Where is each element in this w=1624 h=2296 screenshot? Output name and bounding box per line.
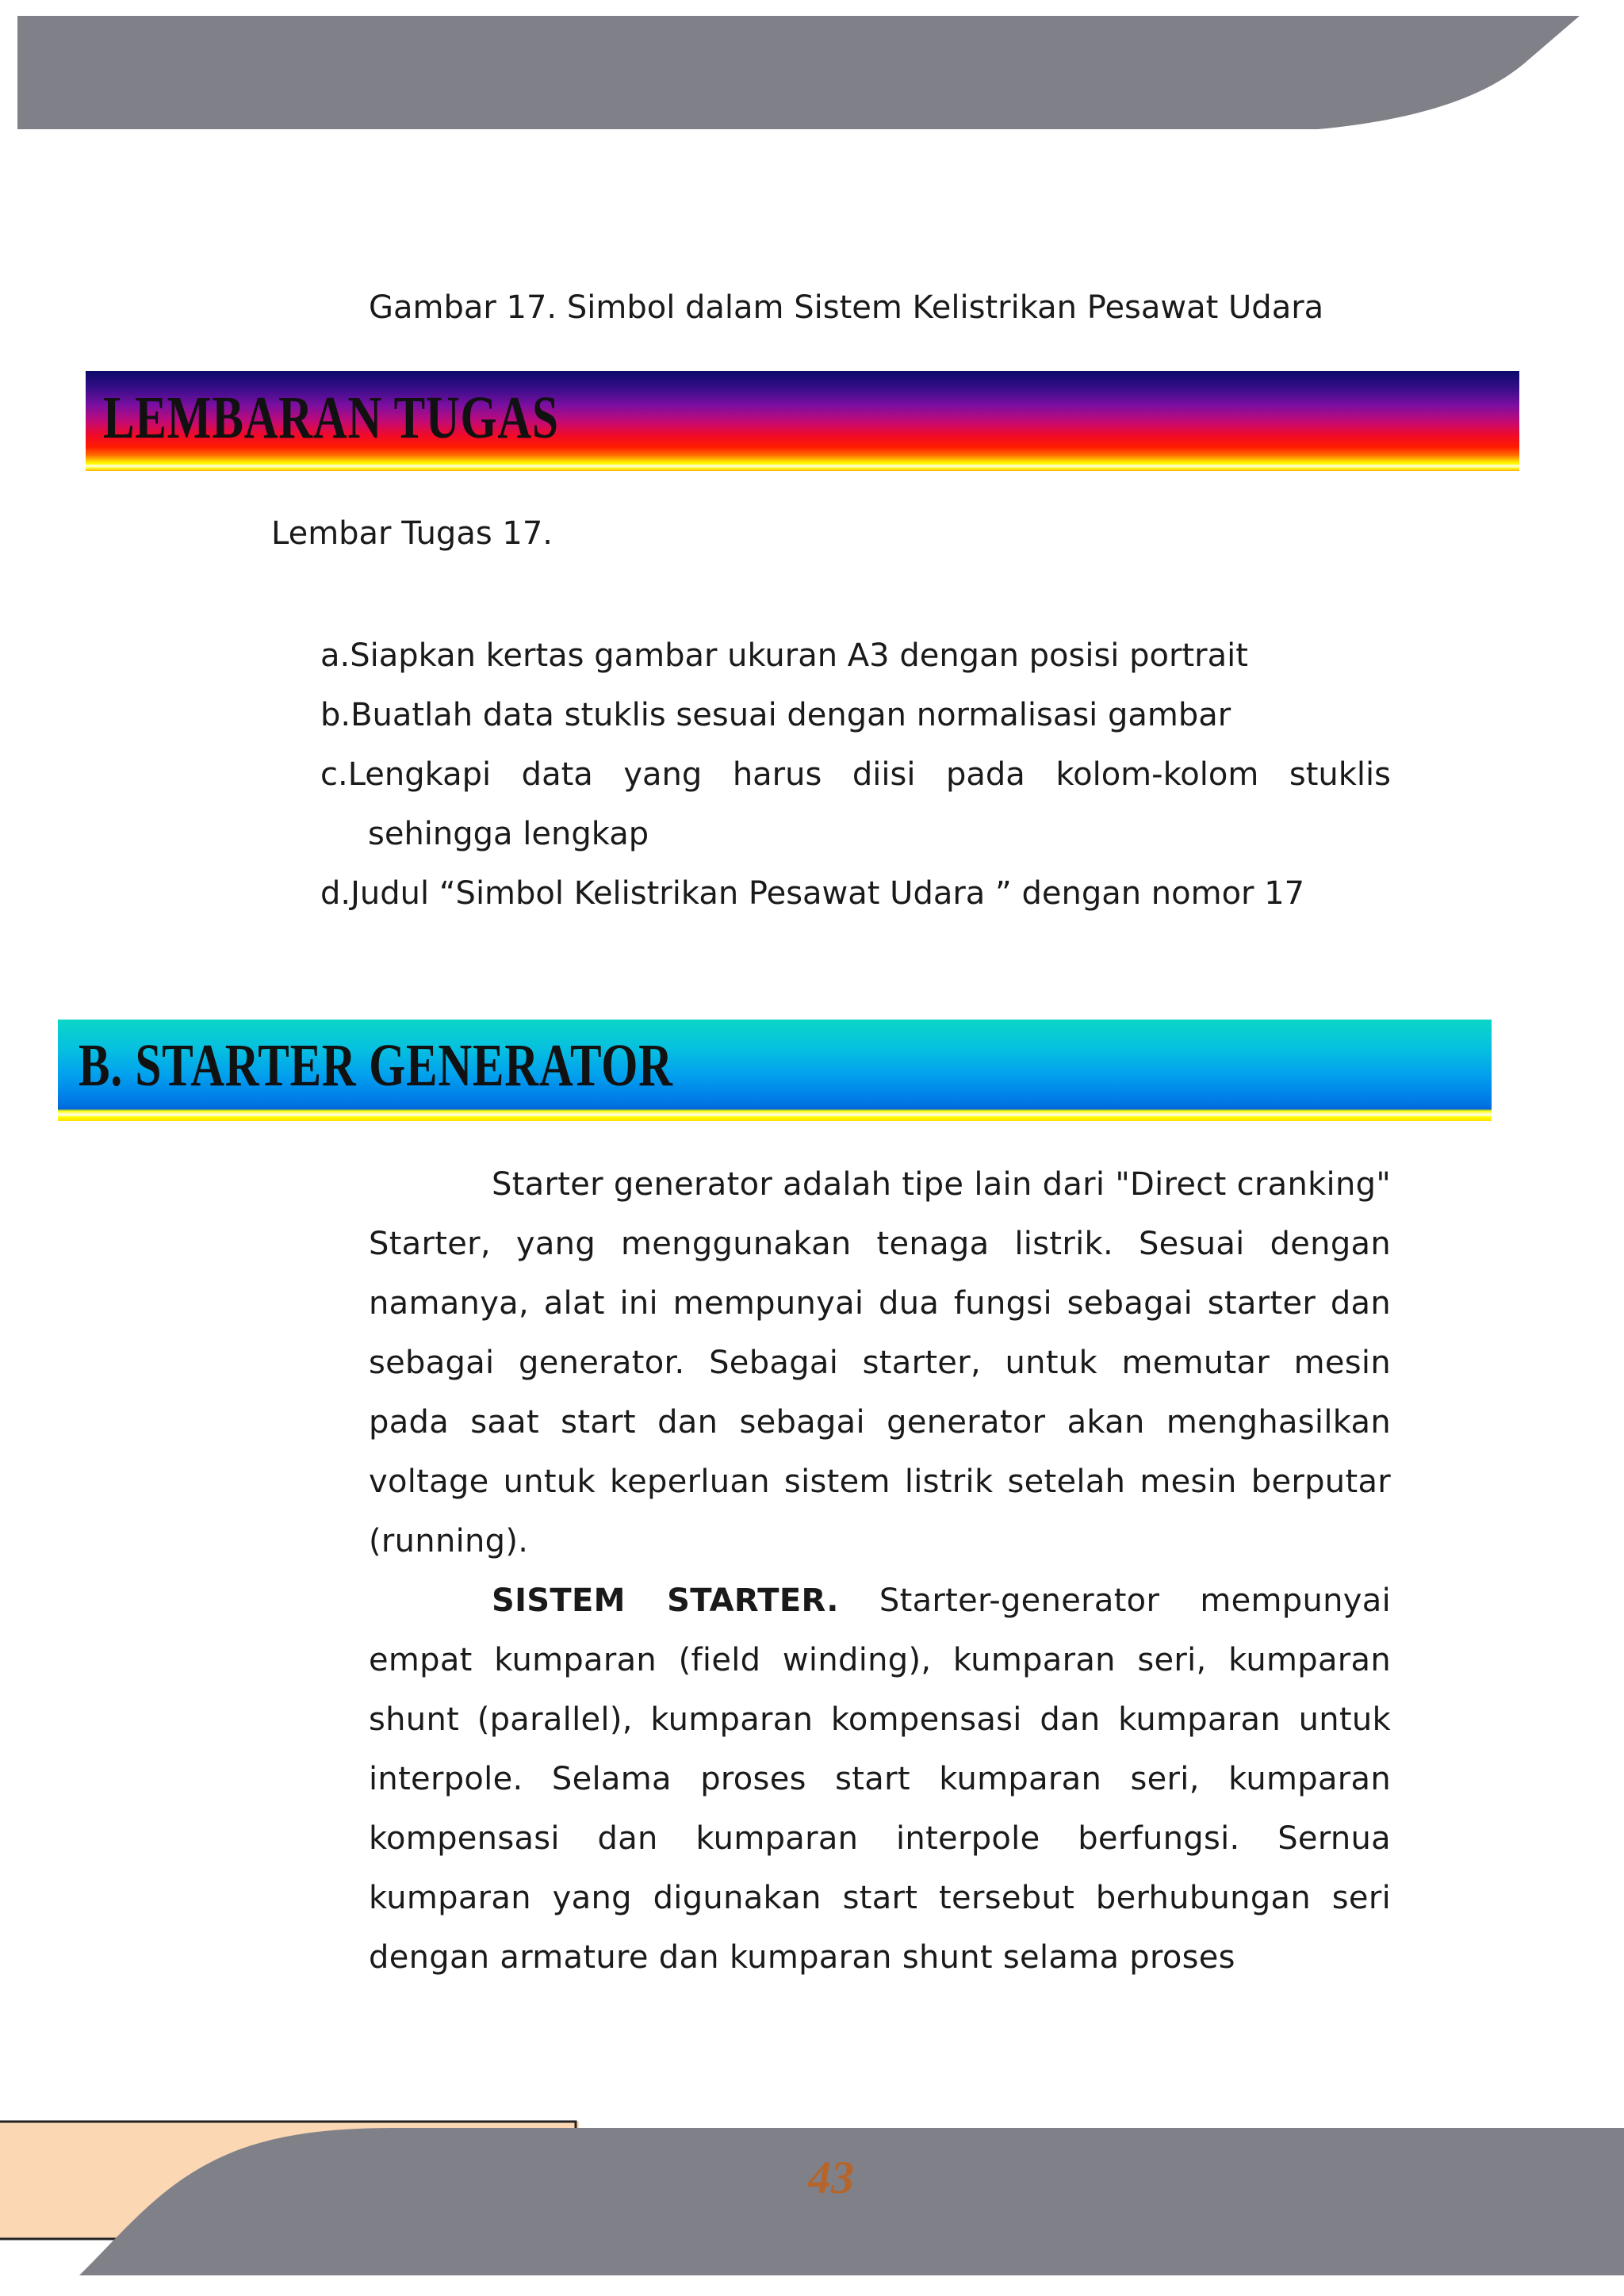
paragraph-1: Starter generator adalah tipe lain dari "Direct cranking" Starter, yang menggunakan tenaga listrik. Sesuai dengan namanya, alat ini mempunyai dua fungsi sebagai starter dan sebagai generator. Sebagai starter, untuk memutar mesin pada saat start dan sebagai generator akan menghasilkan voltage untuk keperluan sistem listrik setelah mesin berputar (running). [369, 1166, 1392, 1559]
section-banner-starter-generator [58, 1020, 1492, 1121]
task-item-d: d.Judul “Simbol Kelistrikan Pesawat Udara ” dengan nomor 17 [320, 875, 1305, 912]
task-item-a: a.Siapkan kertas gambar ukuran A3 dengan posisi portrait [320, 637, 1248, 674]
figure-caption: Gambar 17. Simbol dalam Sistem Kelistrikan Pesawat Udara [369, 289, 1324, 326]
task-item-b: b.Buatlah data stuklis sesuai dengan normalisasi gambar [320, 697, 1231, 733]
paragraph-2-text: Starter-generator mempunyai empat kumparan (field winding), kumparan seri, kumparan shunt (parallel), kumparan kompensasi dan kumparan untuk interpole. Selama proses start kumparan seri, kumparan kompensasi dan kumparan interpole berfungsi. Sernua kumparan yang digunakan start tersebut berhubungan seri dengan armature dan kumparan shunt selama proses [369, 1582, 1391, 1976]
paragraph-2 [369, 1571, 1391, 1988]
section-banner-tugas [86, 371, 1519, 471]
header-band [0, 0, 1624, 143]
task-sheet-label: Lembar Tugas 17. [271, 515, 553, 552]
section-title-tugas: LEMBARAN TUGAS [103, 385, 559, 451]
page-number: 43 [808, 2152, 854, 2203]
task-item-c-line1: c.Lengkapi data yang harus diisi pada kolom-kolom stuklis [320, 756, 1391, 793]
section-body [369, 1155, 1391, 1988]
task-item-c [320, 745, 1391, 864]
task-list [320, 626, 1391, 924]
task-item-c-line2: sehingga lengkap [368, 816, 649, 852]
paragraph-2-lead: SISTEM STARTER. [492, 1582, 839, 1619]
section-title-starter-generator: B. STARTER GENERATOR [79, 1032, 673, 1099]
